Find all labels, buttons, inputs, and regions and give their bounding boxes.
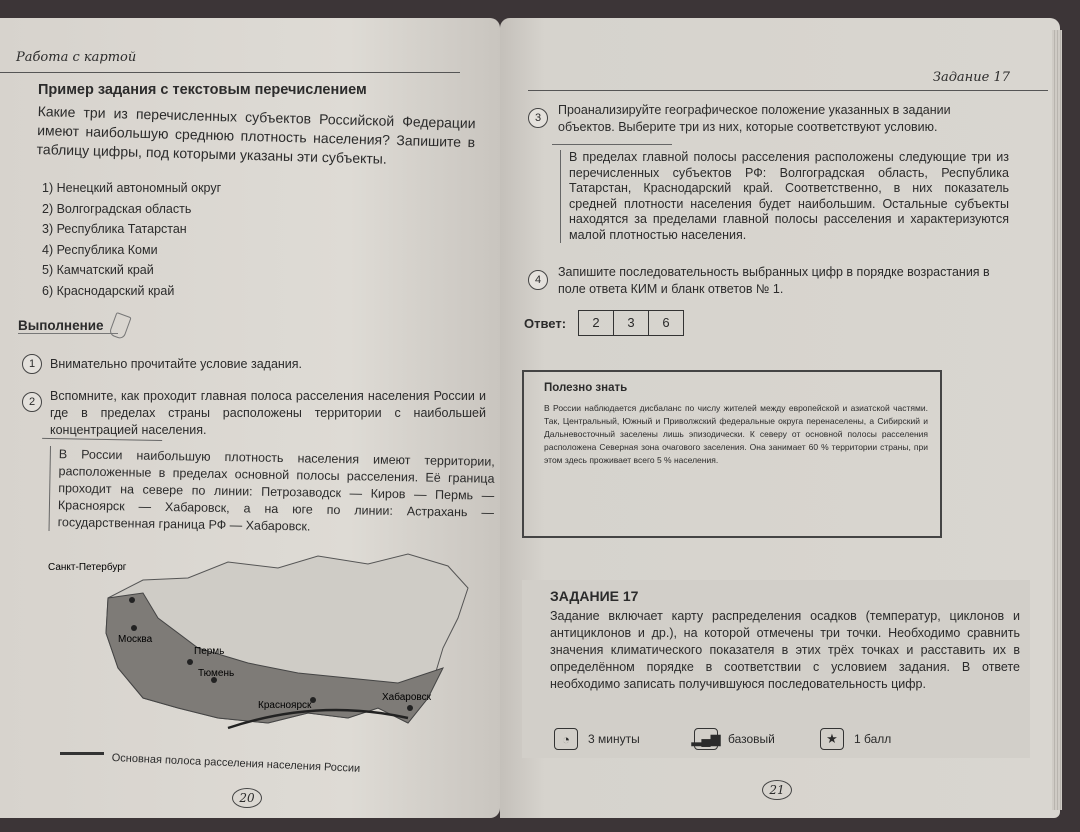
perm-marker [187,659,193,665]
option-item: 2) Волгоградская область [42,201,192,216]
level-value: базовый [728,732,775,746]
useful-box [522,370,942,538]
task17-box [522,580,1030,758]
label-tyumen: Тюмень [198,668,235,679]
label-perm: Пермь [194,646,225,657]
answer-label: Ответ: [524,316,567,331]
step-number: 2 [22,392,42,412]
step-number: 1 [22,354,42,374]
legend-line [60,752,104,755]
example-title: Пример задания с текстовым перечислением [38,82,367,98]
time-meta [554,728,640,750]
page-number-right: 21 [762,780,792,800]
right-header [528,64,1048,91]
bar-chart-icon: ▂▄▆ [694,728,718,750]
label-khabarovsk: Хабаровск [382,692,431,703]
option-item: 5) Камчатский край [42,263,154,277]
step-number: 3 [528,108,548,128]
section-title: Выполнение [18,318,118,334]
moscow-marker [131,625,137,631]
useful-title: Полезно знать [544,382,628,394]
step-text: Проанализируйте географическое положение указанных в задании объектов. Выберите три из них, которые соответствуют условию. [558,103,951,134]
page-number-left: 20 [232,788,262,808]
time-value: 3 минуты [588,732,640,746]
options-list [42,178,221,301]
useful-text: В России наблюдается дисбаланс по числу жителей между европейской и азиатской частями. Так, Центральный, Южный и Приволжский федеральные округа перенаселены, а Сибирский и Дальневосточный заселены лишь эпизодически. К северу от основной полосы расселения расположена Северная зона очагового заселения. Она занимает 60 % территории страны, при этом здесь проживает всего 5 % населения. [544,403,928,465]
answer-cell: 3 [614,311,649,335]
label-spb: Санкт-Петербург [48,562,127,573]
points-value: 1 балл [854,732,892,746]
note-right: В пределах главной полосы расселения расположены следующие три из перечисленных субъектов РФ: Волгоградская область, Республика Татарстан, Краснодарский край. Соответственно, в них показатель средней плотности населения будет наибольшим. Остальные субъекты находятся за пределами главной полосы расселения и характеризуются малой плотностью населения. [560,150,1009,243]
note-left: В России наибольшую плотность населения имеют территории, расположенные в пределах основной полосы расселения. Её граница проходит на севере по линии: Петрозаводск — Киров — Пермь — Красноярск — Хабаровск, а на юге по линии: Астрахань — государственная граница РФ — Хабаровск. [49,446,495,539]
step-number: 4 [528,270,548,290]
step-text: Внимательно прочитайте условие задания. [50,357,303,371]
answer-cell: 2 [579,311,614,335]
task17-title: ЗАДАНИЕ 17 [550,588,639,604]
page-edges [1052,30,1062,810]
step-text: Вспомните, как проходит главная полоса расселения населения России и где в пределах страны расположены территории с наибольшей концентрацией населения. [50,389,486,437]
question-text: Какие три из перечисленных субъектов Российской Федерации имеют наибольшую среднюю плотность населения? Запишите в таблицу цифры, под которыми указаны эти субъекты. [36,102,476,167]
option-item: 4) Республика Коми [42,242,158,257]
task17-text: Задание включает карту распределения осадков (температур, циклонов и антициклонов и др.), на которой отмечены три точки. Необходимо сравнить значения климатического показателя в этих трёх точках и расставить их в определённом порядке в соответствии с условием задания. В ответе необходимо записать получившуюся последовательность цифр. [550,609,1020,691]
option-item: 6) Краснодарский край [42,283,175,298]
left-header [0,42,460,73]
step-text: Запишите последовательность выбранных цифр в порядке возрастания в поле ответа КИМ и бланк ответов № 1. [558,265,990,296]
khabarovsk-marker [407,705,413,711]
right-header-text: Задание 17 [932,70,1010,85]
answer-cell: 6 [662,315,670,330]
level-meta [691,728,775,750]
answer-table [578,310,684,336]
left-header-text: Работа с картой [16,50,137,65]
clock-icon: ◔ [554,728,578,750]
map-legend: Основная полоса расселения населения России [111,752,361,775]
label-moscow: Москва [118,634,153,645]
star-icon: ★ [820,728,844,750]
points-meta [820,728,891,750]
russia-map [48,548,488,758]
label-krasnoyarsk: Красноярск [258,700,312,711]
option-item: 1) Ненецкий автономный округ [42,181,222,195]
option-item: 3) Республика Татарстан [42,222,187,236]
spb-marker [129,597,135,603]
